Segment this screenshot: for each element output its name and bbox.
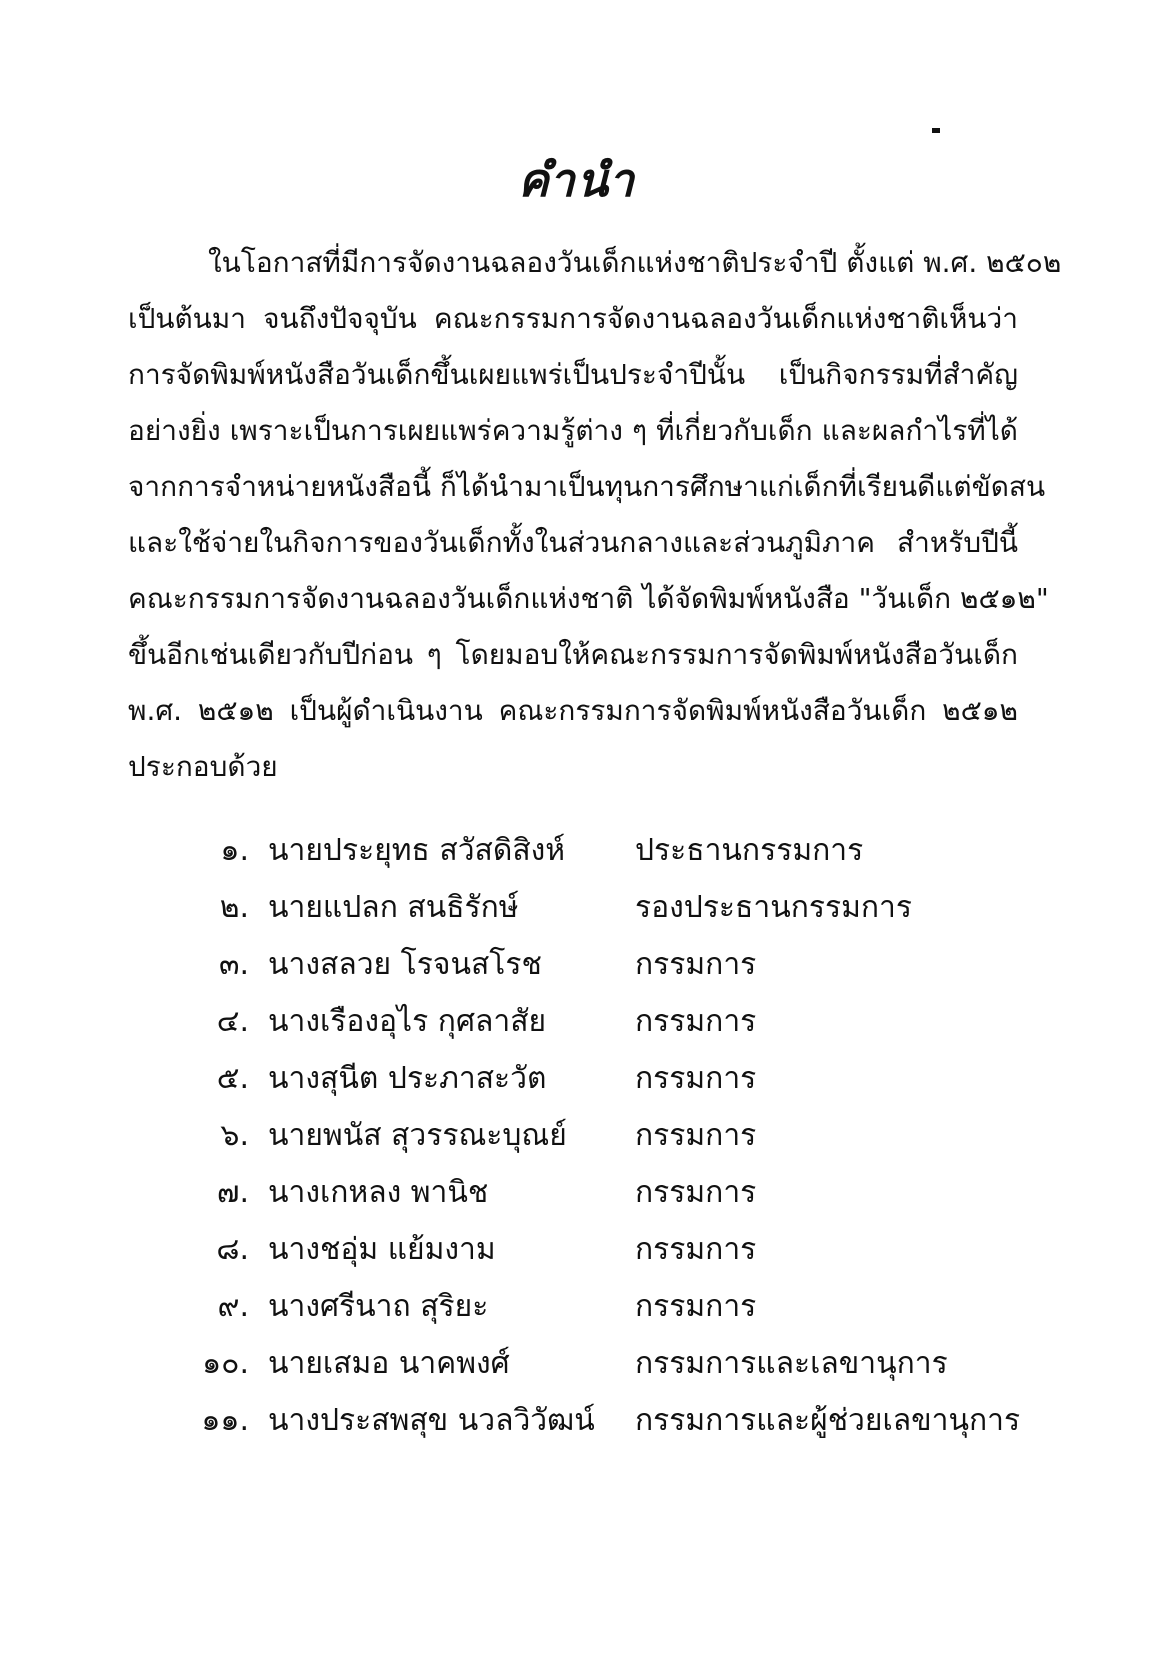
- member-name: นางเรืองอุไร กุศลาสัย: [268, 1004, 547, 1039]
- member-role: กรรมการ: [635, 1004, 757, 1039]
- paragraph-line: ขึ้นอีกเช่นเดียวกับปีก่อน ๆ โดยมอบให้คณะกรรมการจัดพิมพ์หนังสือวันเด็ก: [128, 638, 1018, 671]
- member-name: นางเกหลง พานิช: [268, 1175, 489, 1210]
- member-name: นางศรีนาถ สุริยะ: [268, 1289, 489, 1324]
- list-item: [0, 1335, 1154, 1392]
- member-role: กรรมการและเลขานุการ: [635, 1346, 948, 1381]
- member-number: ๓.: [218, 947, 249, 982]
- member-role: กรรมการ: [635, 1061, 757, 1096]
- member-name: นางประสพสุข นวลวิวัฒน์: [268, 1403, 595, 1438]
- member-role: กรรมการและผู้ช่วยเลขานุการ: [635, 1403, 1021, 1438]
- member-name: นายพนัส สุวรรณะบุณย์: [268, 1118, 567, 1153]
- paragraph-line: และใช้จ่ายในกิจการของวันเด็กทั้งในส่วนกลางและส่วนภูมิภาค สำหรับปีนี้: [128, 526, 1018, 559]
- paragraph-line: ในโอกาสที่มีการจัดงานฉลองวันเด็กแห่งชาติประจำปี ตั้งแต่ พ.ศ. ๒๕๐๒: [208, 246, 1062, 279]
- list-item: [0, 822, 1154, 879]
- member-role: กรรมการ: [635, 1118, 757, 1153]
- member-name: นายประยุทธ สวัสดิสิงห์: [268, 833, 566, 868]
- member-role: ประธานกรรมการ: [635, 833, 864, 868]
- member-number: ๑๐.: [202, 1346, 249, 1381]
- list-item: [0, 1107, 1154, 1164]
- list-item: [0, 1050, 1154, 1107]
- member-number: ๑.: [220, 833, 249, 868]
- list-item: [0, 1164, 1154, 1221]
- member-number: ๙.: [217, 1289, 249, 1324]
- member-number: ๘.: [216, 1232, 249, 1267]
- page-title: คำนำ: [518, 153, 636, 207]
- member-name: นางชอุ่ม แย้มงาม: [268, 1232, 496, 1267]
- list-item: [0, 1278, 1154, 1335]
- paragraph-line: เป็นต้นมา จนถึงปัจจุบัน คณะกรรมการจัดงานฉลองวันเด็กแห่งชาติเห็นว่า: [128, 302, 1018, 335]
- list-item: [0, 993, 1154, 1050]
- member-name: นายเสมอ นาคพงศ์: [268, 1346, 510, 1381]
- member-number: ๕.: [216, 1061, 249, 1096]
- paragraph-line: อย่างยิ่ง เพราะเป็นการเผยแพร่ความรู้ต่าง ๆ ที่เกี่ยวกับเด็ก และผลกำไรที่ได้: [128, 414, 1018, 447]
- member-name: นายแปลก สนธิรักษ์: [268, 890, 519, 925]
- member-number: ๑๑.: [201, 1403, 249, 1438]
- foreword-paragraph: [128, 235, 1062, 795]
- member-number: ๗.: [216, 1175, 249, 1210]
- member-number: ๒.: [219, 890, 249, 925]
- member-role: กรรมการ: [635, 1232, 757, 1267]
- list-item: [0, 1221, 1154, 1278]
- member-role: กรรมการ: [635, 947, 757, 982]
- member-role: กรรมการ: [635, 1289, 757, 1324]
- paragraph-line: คณะกรรมการจัดงานฉลองวันเด็กแห่งชาติ ได้จัดพิมพ์หนังสือ "วันเด็ก ๒๕๑๒": [128, 582, 1049, 615]
- member-number: ๔.: [216, 1004, 249, 1039]
- member-role: รองประธานกรรมการ: [635, 890, 913, 925]
- member-name: นางสลวย โรจนสโรช: [268, 947, 542, 982]
- list-item: [0, 879, 1154, 936]
- paragraph-line: พ.ศ. ๒๕๑๒ เป็นผู้ดำเนินงาน คณะกรรมการจัดพิมพ์หนังสือวันเด็ก ๒๕๑๒: [128, 694, 1018, 727]
- paragraph-line: การจัดพิมพ์หนังสือวันเด็กขึ้นเผยแพร่เป็นประจำปีนั้น เป็นกิจกรรมที่สำคัญ: [128, 358, 1018, 391]
- list-item: [0, 1392, 1154, 1449]
- member-name: นางสุนีต ประภาสะวัต: [268, 1061, 547, 1096]
- committee-list: [0, 822, 1154, 1449]
- scan-speck: [932, 128, 940, 133]
- list-item: [0, 936, 1154, 993]
- member-number: ๖.: [220, 1118, 249, 1153]
- member-role: กรรมการ: [635, 1175, 757, 1210]
- paragraph-line: ประกอบด้วย: [128, 750, 278, 783]
- paragraph-line: จากการจำหน่ายหนังสือนี้ ก็ได้นำมาเป็นทุนการศึกษาแก่เด็กที่เรียนดีแต่ขัดสน: [128, 470, 1046, 503]
